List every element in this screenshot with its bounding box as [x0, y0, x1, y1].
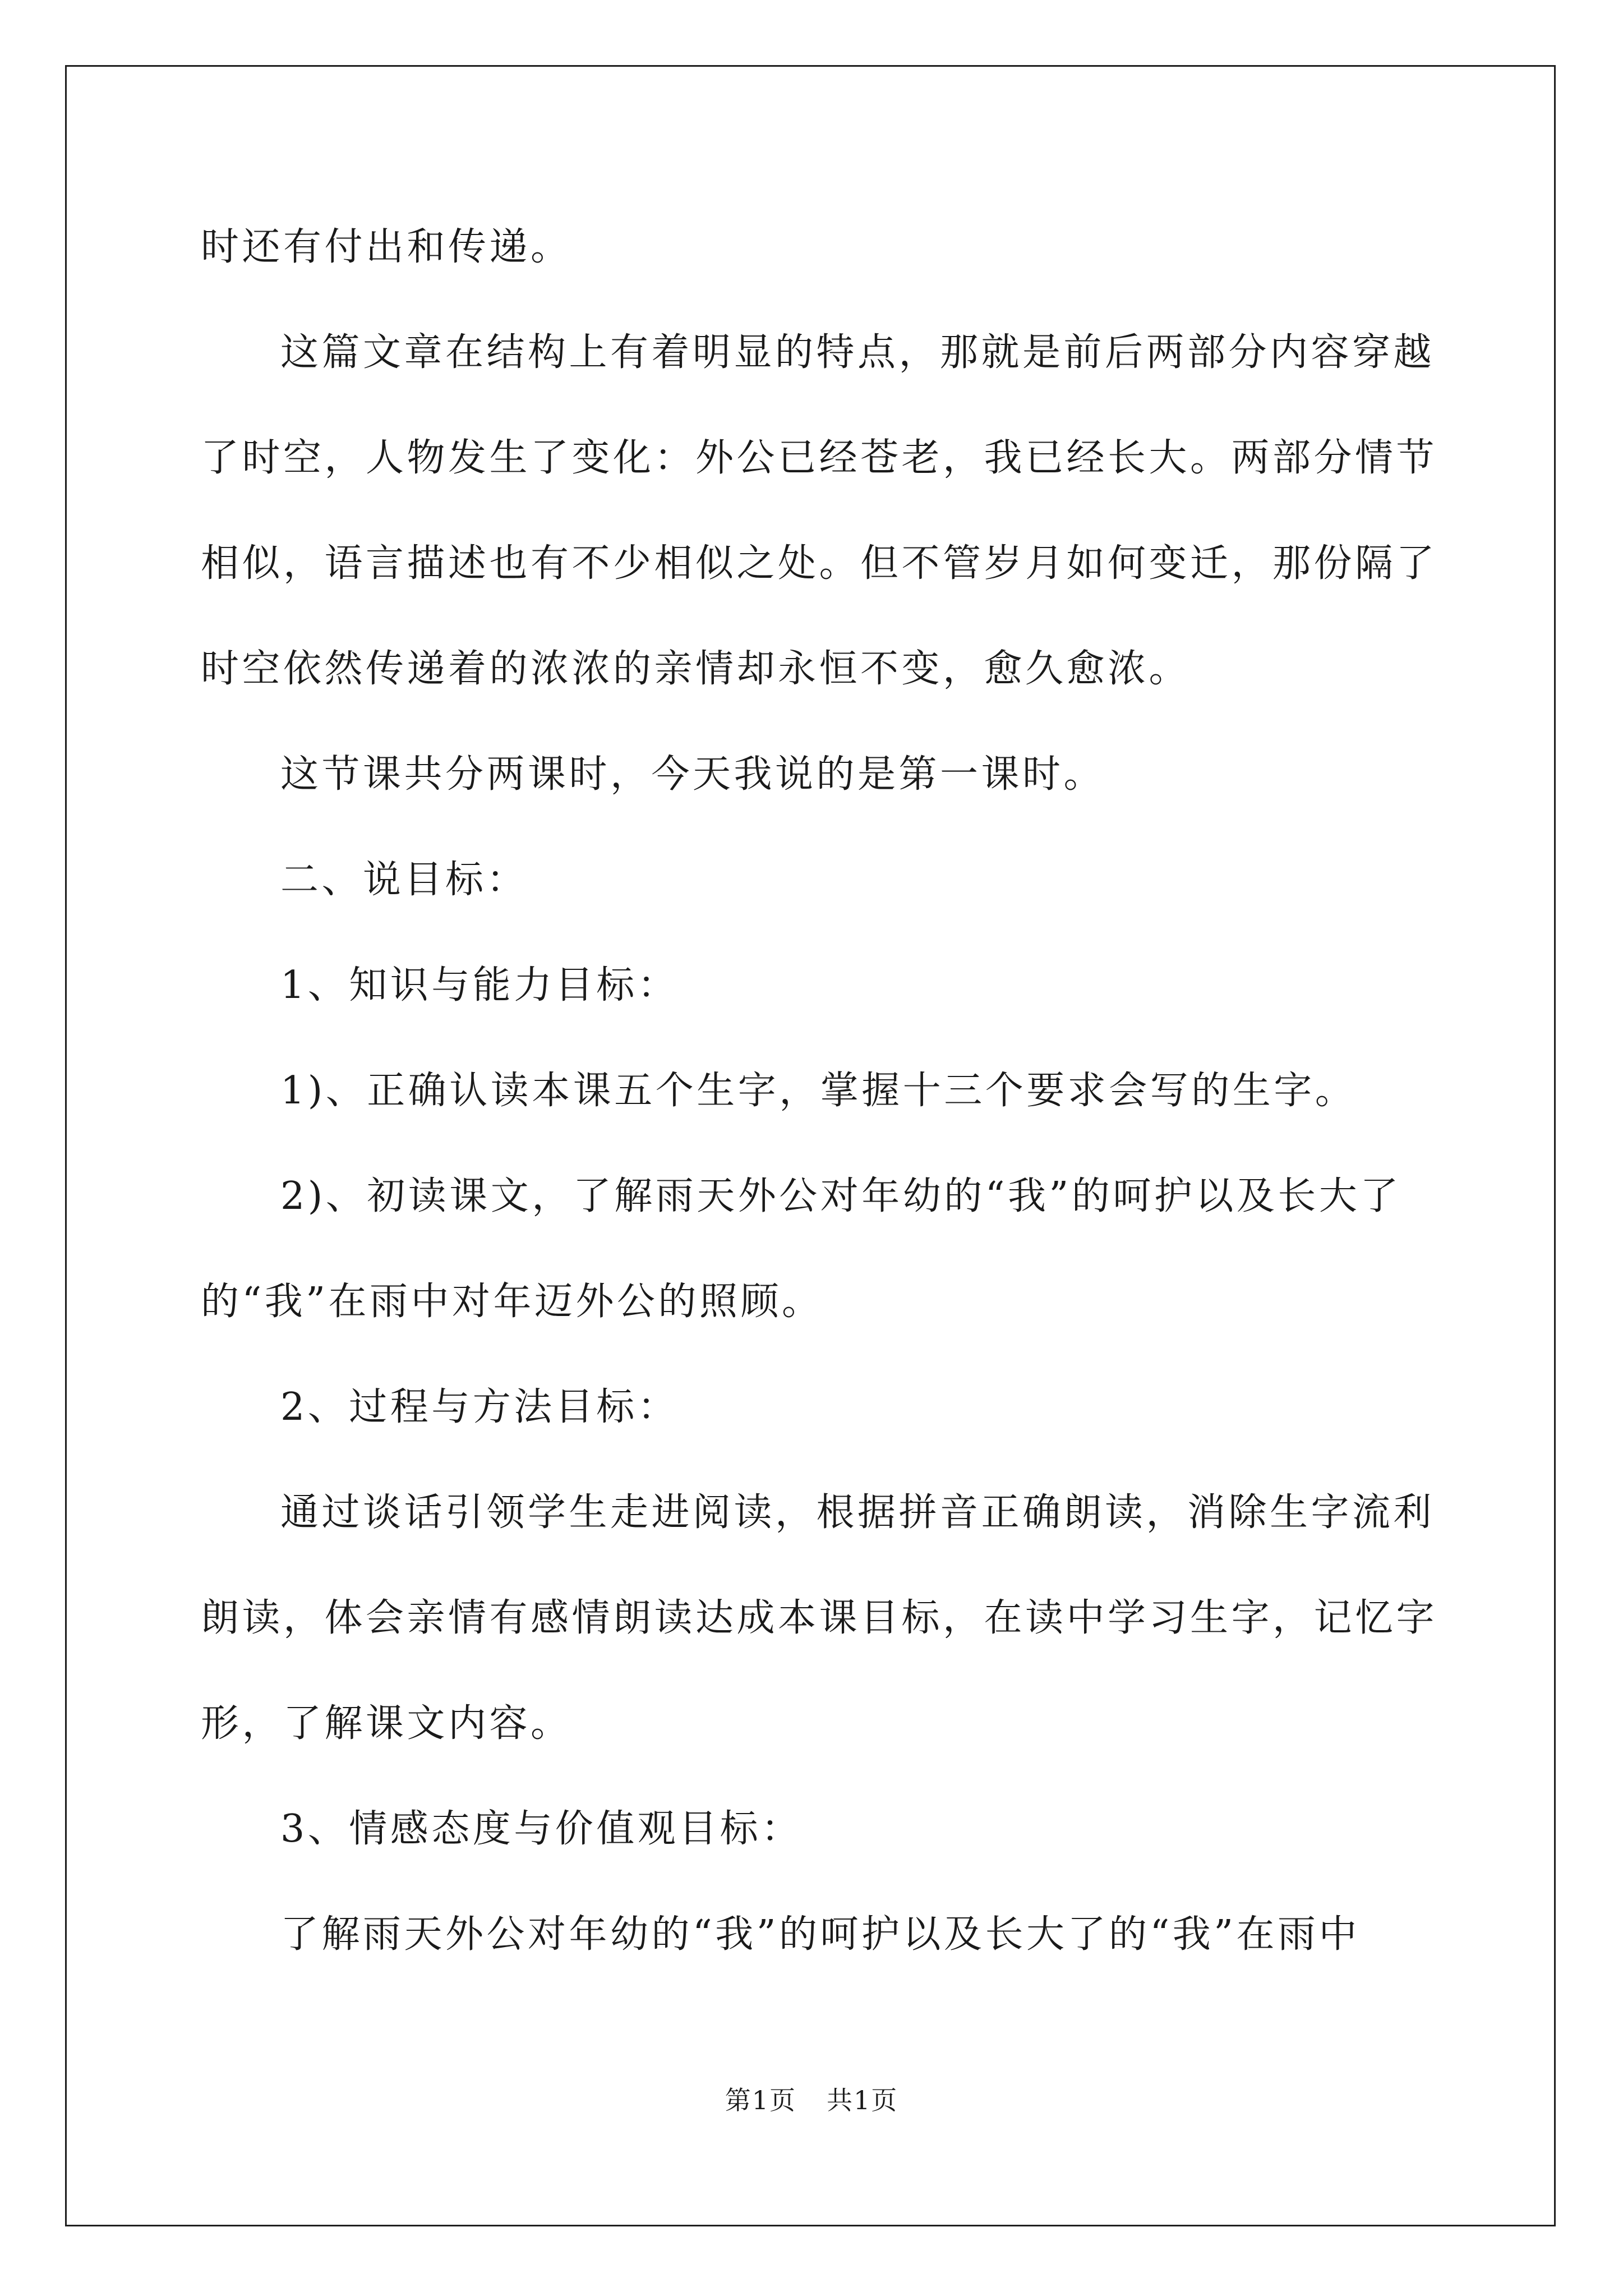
text-line: 通过谈话引领学生走进阅读，根据拼音正确朗读，消除生字流利 — [280, 1490, 1435, 1535]
text-line: 1)、正确认读本课五个生字，掌握十三个要求会写的生字。 — [280, 1069, 1357, 1113]
subsection-heading: 2、过程与方法目标： — [280, 1385, 679, 1429]
page-number: 第1页 — [725, 2085, 796, 2115]
text-line: 形，了解课文内容。 — [201, 1701, 572, 1746]
text-line: 时还有付出和传递。 — [201, 225, 572, 269]
text-line: 时空依然传递着的浓浓的亲情却永恒不变，愈久愈浓。 — [201, 647, 1191, 691]
page-footer — [0, 2087, 1623, 2113]
text-line: 2)、初读课文，了解雨天外公对年幼的“我”的呵护以及长大了 — [280, 1174, 1401, 1218]
text-line: 的“我”在雨中对年迈外公的照顾。 — [201, 1280, 823, 1324]
section-heading: 二、说目标： — [280, 858, 528, 902]
text-line: 朗读，体会亲情有感情朗读达成本课目标，在读中学习生字，记忆字 — [201, 1596, 1438, 1640]
text-line: 了解雨天外公对年幼的“我”的呵护以及长大了的“我”在雨中 — [280, 1912, 1361, 1957]
page-total: 共1页 — [827, 2085, 898, 2115]
subsection-heading: 3、情感态度与价值观目标： — [280, 1807, 803, 1851]
text-line: 相似，语言描述也有不少相似之处。但不管岁月如何变迁，那份隔了 — [201, 541, 1438, 586]
text-line: 了时空，人物发生了变化：外公已经苍老，我已经长大。两部分情节 — [201, 436, 1438, 480]
subsection-heading: 1、知识与能力目标： — [280, 963, 679, 1007]
text-line: 这篇文章在结构上有着明显的特点，那就是前后两部分内容穿越 — [280, 330, 1435, 375]
page-border — [65, 65, 1556, 2226]
text-line: 这节课共分两课时，今天我说的是第一课时。 — [280, 752, 1105, 797]
